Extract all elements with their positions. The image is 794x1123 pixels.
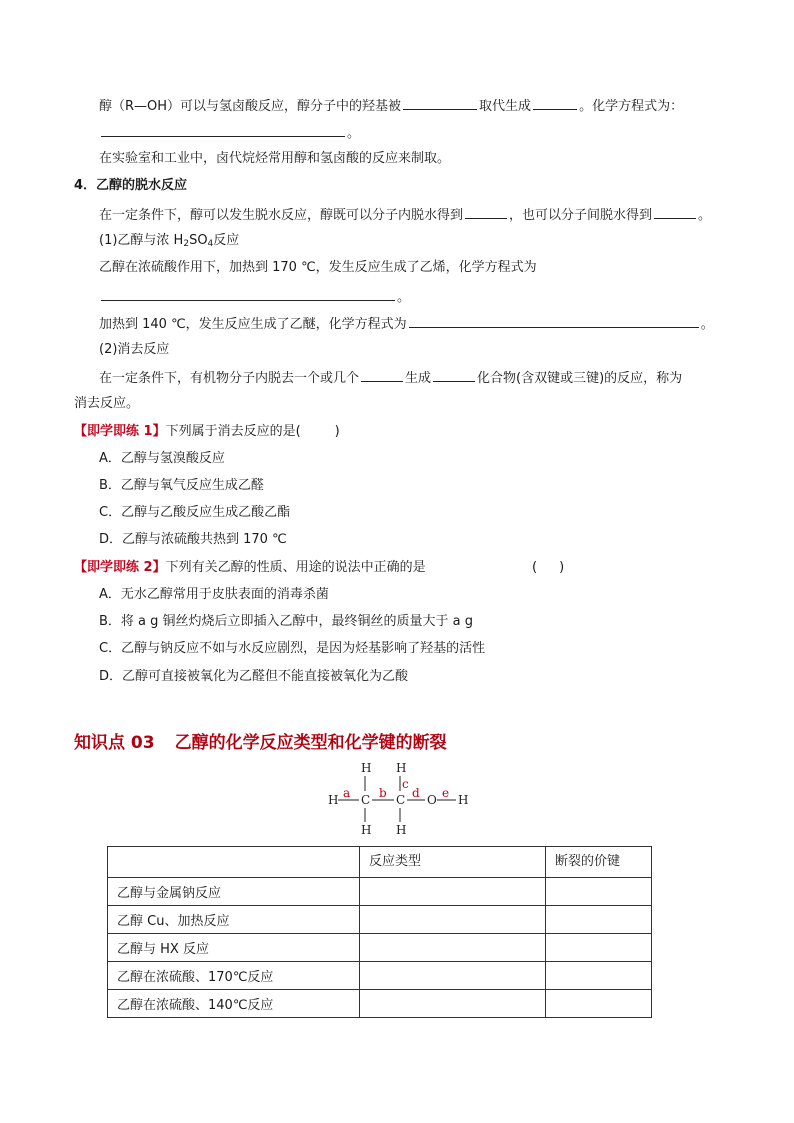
atom-h-bottom-2: H [396,823,407,837]
exercise-1-option-a: A．乙醇与氢溴酸反应 [99,451,225,466]
table-cell-blank[interactable] [546,962,652,990]
bond-label-d: d [412,786,420,800]
exercise-1-option-d: D．乙醇与浓硫酸共热到 170 ℃ [99,532,287,547]
table-cell-blank[interactable] [360,934,546,962]
atom-h-hydroxyl: H [458,793,469,807]
subheading-elimination: (2)消去反应 [99,342,170,357]
equation-blank[interactable] [101,287,395,301]
table-cell-blank[interactable] [546,934,652,962]
answer-blank[interactable] [654,205,696,219]
table-cell-reaction: 乙醇 Cu、加热反应 [108,906,360,934]
paragraph-halide-substitution: 醇（R—OH）可以与氢卤酸反应，醇分子中的羟基被 取代生成 。化学方程式为： [99,96,683,116]
paragraph-dehydration: 在一定条件下，醇可以发生脱水反应，醇既可以分子内脱水得到 ，也可以分子间脱水得到 。 [99,205,711,225]
table-cell-reaction: 乙醇与金属钠反应 [108,878,360,906]
table-cell-blank[interactable] [546,878,652,906]
table-cell-blank[interactable] [360,990,546,1018]
table-header-row [108,847,652,878]
table-row [108,906,652,934]
table-row [108,990,652,1018]
atom-o: O [427,793,437,807]
table-header-cell: 断裂的价键 [546,847,652,878]
table-cell-blank[interactable] [546,906,652,934]
answer-paren[interactable]: ( ) [532,560,565,575]
ethanol-structure-diagram [320,760,480,840]
atom-c2: C [396,793,406,807]
paragraph-ethylene: 乙醇在浓硫酸作用下，加热到 170 ℃，发生反应生成了乙烯，化学方程式为 [99,260,537,275]
table-row [108,934,652,962]
table-cell-reaction: 乙醇与 HX 反应 [108,934,360,962]
table-cell-blank[interactable] [546,990,652,1018]
answer-blank[interactable] [403,96,477,110]
atom-h-top-2: H [396,761,407,775]
atom-h-bottom-1: H [361,823,372,837]
table-row [108,878,652,906]
exercise-1-option-b: B．乙醇与氧气反应生成乙醛 [99,478,264,493]
exercise-2-option-a: A．无水乙醇常用于皮肤表面的消毒杀菌 [99,587,329,602]
table-cell-reaction: 乙醇在浓硫酸、140℃反应 [108,990,360,1018]
table-header-cell: 反应类型 [360,847,546,878]
exercise-2-option-c: C．乙醇与钠反应不如与水反应剧烈，是因为烃基影响了羟基的活性 [99,641,486,656]
table-header-cell [108,847,360,878]
paragraph-lab-industry: 在实验室和工业中，卤代烷烃常用醇和氢卤酸的反应来制取。 [99,151,451,166]
bond-label-c: c [402,777,409,791]
paragraph-elimination-definition: 在一定条件下，有机物分子内脱去一个或几个 生成 化合物(含双键或三键)的反应，称为 [99,368,682,388]
paragraph-ether: 加热到 140 ℃，发生反应生成了乙醚，化学方程式为 。 [99,314,714,334]
equation-line: 。 [99,123,360,143]
answer-blank[interactable] [361,368,403,382]
table-cell-reaction: 乙醇在浓硫酸、170℃反应 [108,962,360,990]
table-cell-blank[interactable] [360,906,546,934]
equation-blank[interactable] [101,123,345,137]
answer-blank[interactable] [465,205,507,219]
subheading-sulfuric-acid: (1)乙醇与浓 $H_2SO_4$反应 [99,233,240,249]
table-cell-blank[interactable] [360,962,546,990]
atom-h-left: H [328,793,339,807]
paragraph-elimination-end: 消去反应。 [74,396,140,411]
equation-line: 。 [99,287,410,307]
exercise-1-question: 【即学即练 1】下列属于消去反应的是( ) [74,424,340,439]
reaction-bond-table [107,846,652,1018]
answer-blank[interactable] [433,368,475,382]
bond-label-b: b [379,786,387,800]
section-title-dehydration: 4．乙醇的脱水反应 [74,178,188,193]
table-row [108,962,652,990]
exercise-2-option-b: B．将 a g 铜丝灼烧后立即插入乙醇中，最终铜丝的质量大于 a g [99,614,474,629]
exercise-tag: 【即学即练 1】 [74,424,166,439]
equation-blank[interactable] [409,314,699,328]
atom-c1: C [361,793,371,807]
exercise-1-option-c: C．乙醇与乙酸反应生成乙酸乙酯 [99,505,291,520]
answer-blank[interactable] [533,96,577,110]
section-heading: 知识点 03 乙醇的化学反应类型和化学键的断裂 [74,733,447,753]
bond-label-a: a [343,786,351,800]
atom-h-top-1: H [361,761,372,775]
bond-label-e: e [442,786,450,800]
exercise-2-question: 【即学即练 2】下列有关乙醇的性质、用途的说法中正确的是 [74,560,426,575]
exercise-2-option-d: D．乙醇可直接被氧化为乙醛但不能直接被氧化为乙酸 [99,669,409,684]
exercise-tag: 【即学即练 2】 [74,560,166,575]
table-cell-blank[interactable] [360,878,546,906]
